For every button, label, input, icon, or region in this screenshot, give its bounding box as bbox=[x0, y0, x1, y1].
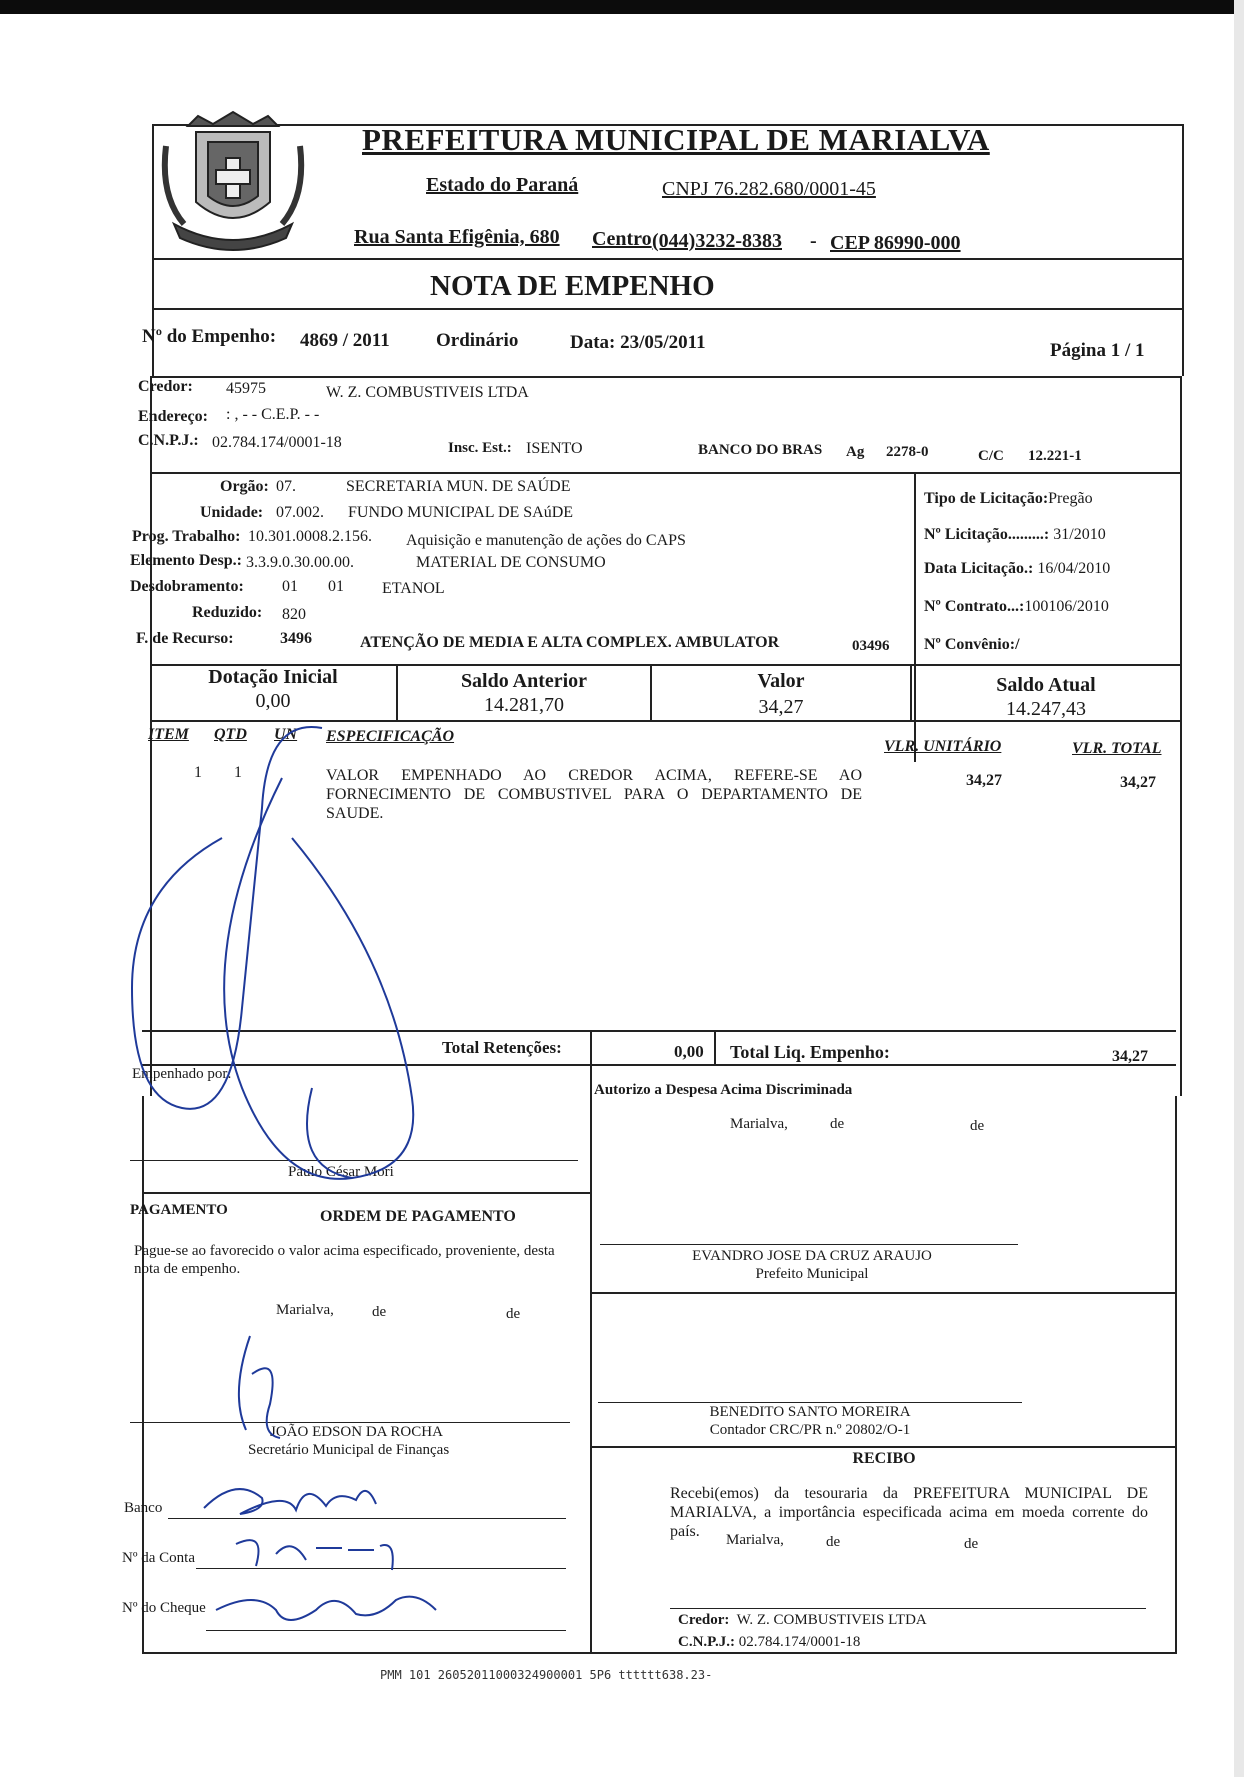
prefeito-role: Prefeito Municipal bbox=[755, 1266, 869, 1282]
empenho-date: Data: 23/05/2011 bbox=[570, 332, 706, 353]
address-label: Endereço: bbox=[138, 408, 208, 425]
dotacao-inicial-value: 0,00 bbox=[255, 690, 291, 712]
empenhado-por-name: Paulo César Mori bbox=[288, 1164, 394, 1180]
dotacao-inicial-label: Dotação Inicial bbox=[208, 666, 338, 688]
unidade-code: 07.002. bbox=[276, 504, 324, 521]
col-vlr-unitario: VLR. UNITÁRIO bbox=[884, 738, 1002, 755]
col-qtd: QTD bbox=[214, 726, 247, 743]
scan-border-right bbox=[1234, 0, 1244, 1777]
prefeito-name: EVANDRO JOSE DA CRUZ ARAUJO bbox=[692, 1248, 932, 1264]
recibo-text: Recebi(emos) da tesouraria da PREFEITURA MUNICIPAL DE MARIALVA, a importância especificada acima em moeda corrente do país. bbox=[670, 1485, 1148, 1540]
address-phone: (044)3232-8383 bbox=[652, 230, 782, 252]
prog-trabalho-name: Aquisição e manutenção de ações do CAPS bbox=[406, 532, 686, 549]
address-district: Centro bbox=[592, 228, 652, 250]
empenho-type: Ordinário bbox=[436, 330, 519, 351]
elemento-name: MATERIAL DE CONSUMO bbox=[416, 554, 606, 571]
pagamento-de-1: de bbox=[372, 1304, 387, 1320]
handwritten-mark bbox=[92, 708, 512, 1248]
banco-label: Banco bbox=[124, 1500, 163, 1516]
total-liquido-label: Total Liq. Empenho: bbox=[730, 1042, 890, 1062]
col-item: ITEM bbox=[148, 726, 189, 743]
desdobramento-b: 01 bbox=[328, 578, 344, 595]
empenho-number: 4869 / 2011 bbox=[300, 330, 390, 351]
prog-trabalho-label: Prog. Trabalho: bbox=[132, 528, 241, 545]
fonte-name: ATENÇÃO DE MEDIA E ALTA COMPLEX. AMBULATOR bbox=[360, 634, 780, 651]
contador-role: Contador CRC/PR n.º 20802/O-1 bbox=[709, 1422, 911, 1438]
cnpj-header: CNPJ 76.282.680/0001-45 bbox=[662, 178, 876, 200]
valor-label: Valor bbox=[757, 670, 805, 692]
secretario-name: JOÃO EDSON DA ROCHA bbox=[270, 1424, 443, 1440]
elemento-code: 3.3.9.0.30.00.00. bbox=[246, 554, 354, 571]
account-number: 12.221-1 bbox=[1028, 448, 1082, 464]
recibo-title: RECIBO bbox=[852, 1450, 916, 1467]
ordem-pagamento-label: ORDEM DE PAGAMENTO bbox=[320, 1208, 516, 1225]
saldo-anterior-label: Saldo Anterior bbox=[460, 670, 588, 692]
insc-label: Insc. Est.: bbox=[448, 440, 512, 456]
document-title: NOTA DE EMPENHO bbox=[430, 270, 715, 302]
contrato-numero: Nº Contrato...:100106/2010 bbox=[924, 598, 1109, 615]
credor-code: 45975 bbox=[226, 380, 266, 397]
cheque-label: Nº do Cheque bbox=[122, 1600, 206, 1616]
signature-secretario bbox=[220, 1334, 330, 1444]
orgao-code: 07. bbox=[276, 478, 296, 495]
reduzido-label: Reduzido: bbox=[192, 604, 263, 621]
desdobramento-name: ETANOL bbox=[382, 580, 445, 597]
agency-number: 2278-0 bbox=[886, 444, 929, 460]
fonte-code: 3496 bbox=[280, 630, 312, 647]
contador-name: BENEDITO SANTO MOREIRA bbox=[709, 1404, 911, 1420]
pagamento-city: Marialva, bbox=[276, 1302, 334, 1318]
empenho-label: Nº do Empenho: bbox=[142, 326, 277, 347]
insc-value: ISENTO bbox=[526, 440, 583, 457]
credor-label: Credor: bbox=[138, 378, 193, 395]
conta-label: Nº da Conta bbox=[122, 1550, 195, 1566]
reduzido-value: 820 bbox=[282, 606, 306, 623]
unidade-name: FUNDO MUNICIPAL DE SAúDE bbox=[348, 504, 574, 521]
total-retencoes-label: Total Retenções: bbox=[442, 1038, 562, 1057]
nota-de-empenho bbox=[122, 98, 1184, 1682]
credor-name: W. Z. COMBUSTIVEIS LTDA bbox=[326, 384, 529, 401]
autorizo-de-1: de bbox=[830, 1116, 845, 1132]
orgao-label: Orgão: bbox=[220, 478, 269, 495]
item-especificacao: VALOR EMPENHADO AO CREDOR ACIMA, REFERE-SE AO FORNECIMENTO DE COMBUSTIVEL PARA O DEPARTAMENTO DE SAUDE. bbox=[326, 767, 862, 822]
address-value: : , - - C.E.P. - - bbox=[226, 406, 320, 423]
orgao-name: SECRETARIA MUN. DE SAÚDE bbox=[346, 478, 571, 495]
autorizo-label: Autorizo a Despesa Acima Discriminada bbox=[594, 1082, 853, 1098]
credor-cnpj: 02.784.174/0001-18 bbox=[212, 434, 342, 451]
scan-border-top bbox=[0, 0, 1244, 14]
item-vlr-unitario: 34,27 bbox=[966, 772, 1002, 789]
recibo-credor: Credor: W. Z. COMBUSTIVEIS LTDA bbox=[678, 1612, 927, 1628]
item-qtd: 1 bbox=[234, 764, 242, 781]
licitacao-data: Data Licitação.: 16/04/2010 bbox=[924, 560, 1111, 577]
secretario-role: Secretário Municipal de Finanças bbox=[248, 1442, 450, 1458]
municipality-title: PREFEITURA MUNICIPAL DE MARIALVA bbox=[362, 122, 990, 157]
footer-code: PMM 101 26052011000324900001 5P6 tttttt638.23- bbox=[380, 1668, 713, 1682]
coat-of-arms-logo bbox=[158, 106, 308, 258]
col-vlr-total: VLR. TOTAL bbox=[1072, 740, 1162, 757]
total-retencoes-value: 0,00 bbox=[674, 1042, 704, 1061]
convenio-label: Nº Convênio:/ bbox=[924, 636, 1020, 653]
recibo-de-2: de bbox=[964, 1536, 979, 1552]
bank-name: BANCO DO BRAS bbox=[698, 442, 823, 458]
agency-label: Ag bbox=[846, 444, 865, 460]
elemento-label: Elemento Desp.: bbox=[130, 552, 242, 569]
handwritten-banco-signature bbox=[196, 1470, 576, 1648]
item-vlr-total: 34,27 bbox=[1120, 774, 1156, 791]
col-especificacao: ESPECIFICAÇÃO bbox=[326, 728, 455, 745]
fonte-label: F. de Recurso: bbox=[136, 630, 234, 647]
saldo-anterior-value: 14.281,70 bbox=[484, 694, 564, 716]
recibo-de-1: de bbox=[826, 1534, 841, 1550]
licitacao-tipo: Tipo de Licitação:Pregão bbox=[924, 490, 1093, 507]
recibo-city: Marialva, bbox=[726, 1532, 784, 1548]
account-label: C/C bbox=[978, 448, 1004, 464]
pagamento-text: Pague-se ao favorecido o valor acima especificado, proveniente, desta nota de empenho. bbox=[134, 1243, 555, 1277]
pagamento-de-2: de bbox=[506, 1306, 521, 1322]
unidade-label: Unidade: bbox=[200, 504, 264, 521]
autorizo-city: Marialva, bbox=[730, 1116, 788, 1132]
autorizo-de-2: de bbox=[970, 1118, 985, 1134]
valor-value: 34,27 bbox=[758, 696, 804, 718]
licitacao-numero: Nº Licitação.........: 31/2010 bbox=[924, 526, 1106, 543]
saldo-atual-label: Saldo Atual bbox=[996, 674, 1096, 696]
pagamento-label: PAGAMENTO bbox=[130, 1202, 228, 1218]
credor-cnpj-label: C.N.P.J.: bbox=[138, 432, 199, 449]
page-number: Página 1 / 1 bbox=[1050, 340, 1145, 361]
col-un: UN bbox=[274, 726, 298, 743]
address-cep: CEP 86990-000 bbox=[830, 232, 961, 254]
total-liquido-value: 34,27 bbox=[1112, 1048, 1148, 1065]
recibo-cnpj: C.N.P.J.: 02.784.174/0001-18 bbox=[678, 1634, 861, 1650]
desdobramento-label: Desdobramento: bbox=[130, 578, 244, 595]
saldo-atual-value: 14.247,43 bbox=[1006, 698, 1086, 720]
fonte-code-2: 03496 bbox=[852, 638, 890, 654]
desdobramento-a: 01 bbox=[282, 578, 298, 595]
empenhado-por-label: Empenhado por: bbox=[132, 1066, 232, 1082]
prog-trabalho-code: 10.301.0008.2.156. bbox=[248, 528, 372, 545]
state-name: Estado do Paraná bbox=[426, 174, 579, 196]
address-dash: - bbox=[810, 230, 817, 252]
address-street: Rua Santa Efigênia, 680 bbox=[354, 226, 560, 248]
item-number: 1 bbox=[194, 764, 202, 781]
